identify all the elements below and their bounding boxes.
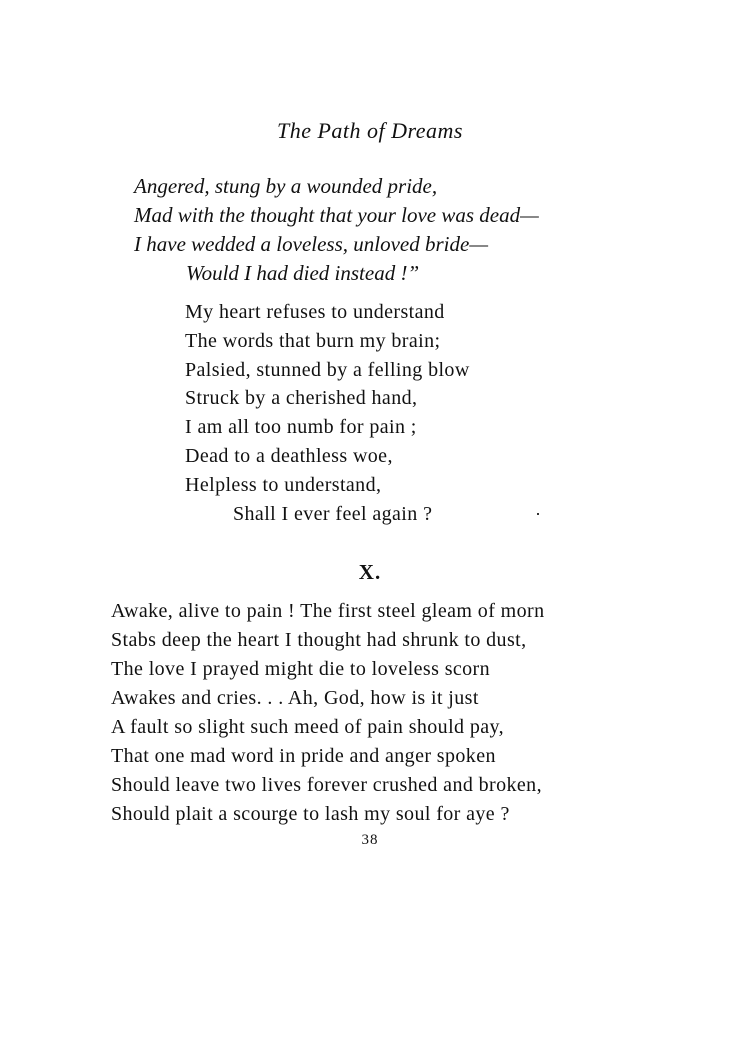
italic-stanza <box>134 172 539 288</box>
ink-speck <box>537 513 539 515</box>
stanza-line: Awakes and cries. . . Ah, God, how is it just <box>111 687 479 709</box>
stanza-line: I have wedded a loveless, unloved bride— <box>134 232 488 256</box>
section-numeral: X. <box>358 560 382 584</box>
stanza-line: Would I had died instead !” <box>186 261 420 285</box>
roman-stanza <box>185 298 470 528</box>
stanza-line: Angered, stung by a wounded pride, <box>134 174 438 198</box>
stanza-line: Dead to a deathless woe, <box>185 444 393 467</box>
stanza-line: Should leave two lives forever crushed and broken, <box>111 774 542 796</box>
stanza-line: Awake, alive to pain ! The first steel gleam of morn <box>111 600 545 622</box>
stanza-line: Palsied, stunned by a felling blow <box>185 358 470 381</box>
stanza-line: Struck by a cherished hand, <box>185 387 418 410</box>
running-head: The Path of Dreams <box>276 118 463 143</box>
stanza-line: Mad with the thought that your love was dead— <box>134 203 539 227</box>
final-stanza <box>111 597 544 829</box>
stanza-line: The love I prayed might die to loveless scorn <box>111 658 491 680</box>
stanza-line: A fault so slight such meed of pain should pay, <box>111 716 505 738</box>
stanza-line: Shall I ever feel again ? <box>233 502 433 525</box>
stanza-line: The words that burn my brain; <box>185 329 441 352</box>
stanza-line: Stabs deep the heart I thought had shrunk to dust, <box>111 629 527 651</box>
stanza-line: I am all too numb for pain ; <box>185 416 417 439</box>
stanza-line: My heart refuses to understand <box>185 301 445 323</box>
stanza-line: Should plait a scourge to lash my soul for aye ? <box>111 803 510 825</box>
page-number: 38 <box>361 832 379 848</box>
stanza-line: That one mad word in pride and anger spoken <box>111 745 496 767</box>
stanza-line: Helpless to understand, <box>185 473 382 496</box>
